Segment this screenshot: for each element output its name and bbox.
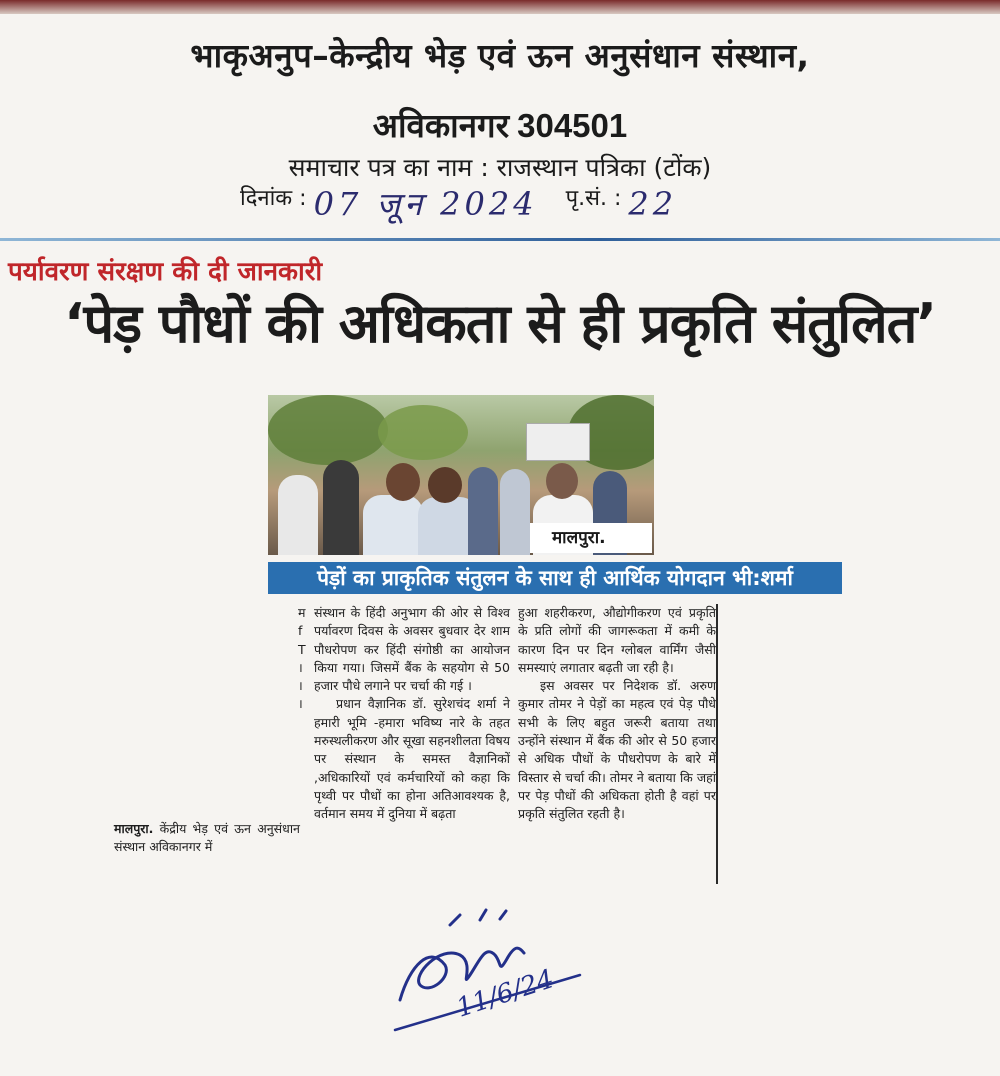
photo-banner [526,423,590,461]
institute-name: भाकृअनुप–केन्द्रीय भेड़ एवं ऊन अनुसंधान संस्थान, [190,36,810,75]
photo-caption: मालपुरा. [530,523,652,553]
date-label: दिनांक : [240,186,307,211]
article-subheadline: पेड़ों का प्राकृतिक संतुलन के साथ ही आर्थिक योगदान भी:शर्मा [268,562,842,594]
date-value: 07 जून 2024 [313,185,538,223]
article-headline: ‘पेड़ पौधों की अधिकता से ही प्रकृति संतुलित’ [64,292,936,355]
clipping-edge [716,604,718,884]
fragment: म [298,605,306,620]
article-column-3 [518,604,716,824]
header-divider [0,238,1000,241]
page-top-edge [0,0,1000,14]
page-value: 22 [628,185,678,223]
paragraph: संस्थान के हिंदी अनुभाग की ओर से विश्व पर्यावरण दिवस के अवसर बुधवार देर शाम पौधरोपण कर हिंदी संगोष्ठी का आयोजन किया गया। जिसमें बैंक के सहयोग से 50 हजार पौधे लगाने पर चर्चा की गई । [314,605,510,694]
newspaper-name: समाचार पत्र का नाम : राजस्थान पत्रिका (टोंक) [288,153,712,182]
photo-person [323,460,359,555]
fragment: f [298,623,303,639]
fragment: T [298,641,306,657]
photo-tree [378,405,468,460]
institute-place: अविकानगर [372,106,510,145]
photo-tree [268,395,388,465]
clipped-column-fragments [298,604,310,714]
dateline-location: मालपुरा. [114,821,154,836]
handwritten-signature [390,905,590,1045]
photo-person [278,475,318,555]
page-label: पृ.सं. : [565,186,622,211]
institute-location [0,102,1000,147]
photo-person [500,469,530,555]
column-text: केंद्रीय भेड़ एवं ऊन अनुसंधान संस्थान अविकानगर में [114,821,300,855]
photo-person [468,467,498,555]
photo-person [363,495,423,555]
fragment: । [298,678,303,694]
photo-head [386,463,420,501]
dateline [240,182,677,225]
article-column-2 [314,604,510,824]
photo-head [546,463,578,499]
photo-head [428,467,462,503]
paragraph: प्रधान वैज्ञानिक डॉ. सुरेशचंद शर्मा ने हमारी भूमि -हमारा भविष्य नारे के तहत मरुस्थलीकरण और सूखा सहनशीलता विषय पर संस्थान के समस्त वैज्ञानिकों ,अधिकारियों एवं कर्मचारियों को कहा कि पृथ्वी पर पौधों का होना अतिआवश्यक है, वर्तमान समय में दुनिया में बढ़ता [314,696,510,822]
paragraph: इस अवसर पर निदेशक डॉ. अरुण कुमार तोमर ने पेड़ों का महत्व एवं पेड़ पौधे सभी के लिए बहुत जरूरी बताया तथा उन्होंने संस्थान में बैंक की ओर से 50 हजार से अधिक पौधों के पौधरोपण के बारे में विस्तार से चर्चा की। तोमर ने बताया कि जहां पर पेड़ पौधों की अधिकता होती है वहां पर प्रकृति संतुलित रहती है। [518,678,716,822]
fragment: । [298,659,303,675]
paragraph: हुआ शहरीकरण, औद्योगीकरण एवं प्रकृति के प्रति लोगों की जागरूकता में कमी के कारण दिन पर दिन ग्लोबल वार्मिंग जैसी समस्याएं लगातार बढ़ती जा रही है। [518,605,716,675]
signature-date: 11/6/24 [452,964,558,1024]
institute-pincode: 304501 [517,107,628,144]
article-column-1 [114,820,300,857]
article-kicker: पर्यावरण संरक्षण की दी जानकारी [8,257,323,287]
fragment: । [298,696,303,712]
